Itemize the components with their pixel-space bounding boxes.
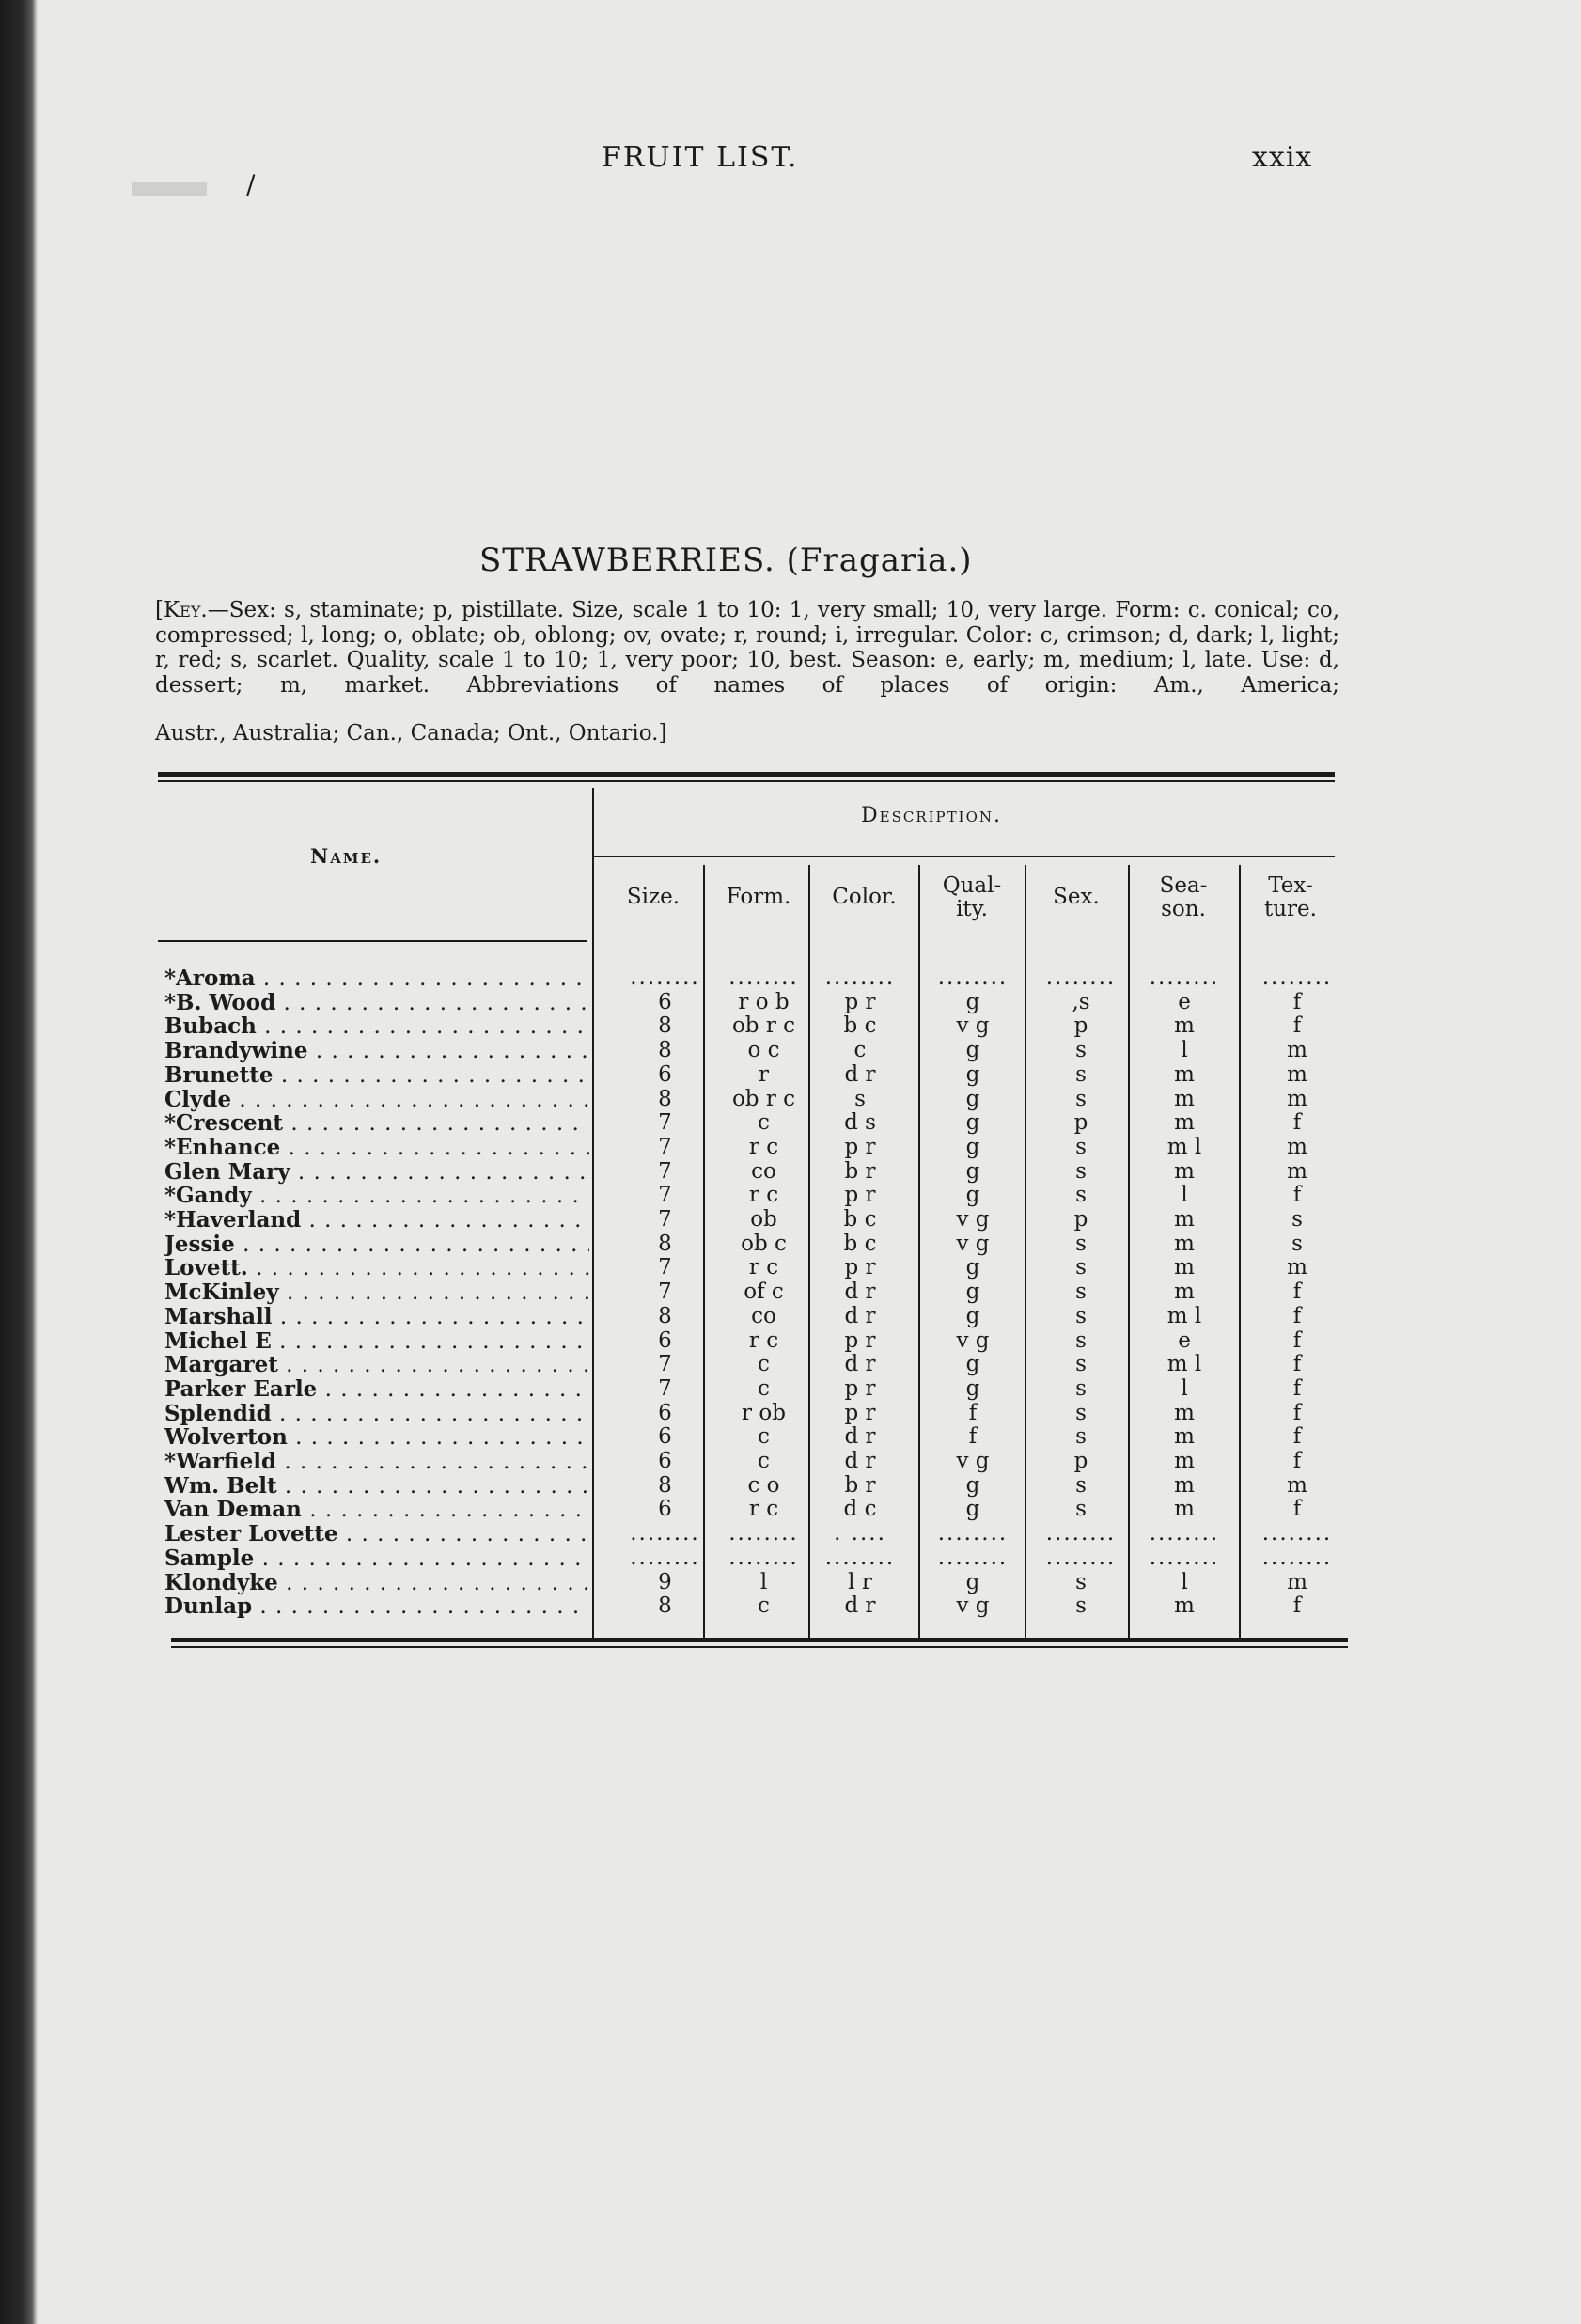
texture-cell: s — [1291, 1207, 1303, 1232]
table-top-rule — [158, 772, 1335, 777]
form-cell: ........ — [728, 1521, 799, 1547]
key-last-line: Austr., Australia; Can., Canada; Ont., Ontario.] — [155, 721, 667, 746]
table-row — [0, 1136, 1581, 1160]
season-cell: m — [1174, 1110, 1195, 1136]
color-cell: d r — [844, 1352, 876, 1377]
size-cell: 6 — [658, 1061, 672, 1087]
form-cell: of c — [744, 1280, 784, 1305]
form-cell: ........ — [728, 1545, 799, 1570]
sex-cell: ........ — [1045, 1521, 1117, 1547]
description-header: Description. — [861, 804, 1002, 827]
form-cell: c — [758, 1424, 770, 1450]
key-label: Key. — [163, 598, 208, 622]
sex-cell: p — [1073, 1207, 1088, 1232]
sex-cell: ........ — [1045, 1545, 1117, 1570]
size-cell: 8 — [658, 1303, 672, 1328]
variety-name: *Haverland . . . — [164, 1208, 589, 1233]
season-cell: m — [1174, 1472, 1195, 1498]
sex-cell: s — [1075, 1327, 1087, 1353]
form-cell: r c — [748, 1183, 779, 1208]
sex-cell: s — [1075, 1061, 1087, 1087]
table-row — [0, 1377, 1581, 1402]
form-cell: c — [758, 1352, 770, 1377]
texture-header: Tex- ture. — [1264, 873, 1317, 921]
season-cell: m — [1174, 1158, 1195, 1184]
sex-cell: s — [1075, 1472, 1087, 1498]
size-cell: 9 — [658, 1569, 672, 1594]
form-cell: c — [758, 1449, 770, 1473]
season-cell: ........ — [1149, 1545, 1220, 1570]
quality-cell: f — [968, 1424, 978, 1450]
size-header: Size. — [626, 885, 681, 909]
variety-name: Bubach . . . — [164, 1014, 589, 1039]
table-row — [0, 1160, 1581, 1185]
size-cell: 7 — [658, 1158, 672, 1184]
color-cell: d r — [844, 1449, 876, 1473]
sex-cell: p — [1073, 1110, 1088, 1136]
quality-cell: g — [965, 1134, 980, 1159]
color-cell: d s — [844, 1110, 876, 1136]
texture-cell: m — [1287, 1038, 1307, 1063]
size-cell: 7 — [658, 1375, 672, 1401]
quality-cell: g — [965, 1255, 980, 1280]
quality-cell: g — [965, 989, 980, 1014]
table-row — [0, 991, 1581, 1015]
texture-cell: ........ — [1261, 966, 1333, 990]
color-cell: d r — [844, 1303, 876, 1328]
color-cell: d r — [844, 1424, 876, 1450]
variety-name: *Enhance . . . — [164, 1136, 589, 1160]
size-cell: ........ — [630, 1521, 700, 1547]
season-cell: m l — [1166, 1303, 1202, 1328]
season-cell: l — [1181, 1375, 1188, 1401]
variety-name: Brandywine . . . — [164, 1039, 589, 1063]
form-cell: r c — [748, 1255, 779, 1280]
size-cell: 7 — [658, 1134, 672, 1159]
quality-cell: g — [965, 1569, 980, 1594]
sex-cell: s — [1075, 1303, 1087, 1328]
texture-cell: m — [1287, 1061, 1307, 1087]
texture-cell: f — [1292, 1280, 1302, 1305]
size-cell: 8 — [658, 1013, 672, 1039]
texture-cell: m — [1287, 1134, 1307, 1159]
season-cell: m — [1174, 1231, 1195, 1256]
color-cell: d r — [844, 1280, 876, 1305]
texture-cell: s — [1291, 1231, 1303, 1256]
variety-name: Jessie . . . — [164, 1233, 589, 1257]
quality-cell: g — [965, 1375, 980, 1401]
size-cell: 6 — [658, 1424, 672, 1450]
sex-cell: s — [1075, 1375, 1087, 1401]
quality-cell: v g — [956, 1449, 990, 1473]
sex-cell: s — [1075, 1134, 1087, 1159]
color-cell: p r — [844, 989, 876, 1014]
form-cell: ob r c — [731, 1013, 796, 1039]
season-cell: m — [1174, 1280, 1195, 1305]
quality-cell: g — [965, 1038, 980, 1063]
variety-name: Margaret . . . — [164, 1353, 589, 1377]
size-cell: ........ — [630, 966, 700, 990]
season-cell: m — [1174, 1449, 1195, 1473]
form-cell: c — [758, 1375, 770, 1401]
season-cell: m — [1174, 1061, 1195, 1087]
season-cell: l — [1181, 1183, 1188, 1208]
color-cell: b r — [844, 1472, 876, 1498]
variety-name: Van Deman . . . — [164, 1498, 589, 1522]
sex-cell: s — [1075, 1280, 1087, 1305]
variety-name: *B. Wood . . . — [164, 991, 589, 1015]
quality-cell: g — [965, 1158, 980, 1184]
texture-cell: ........ — [1261, 1545, 1333, 1570]
table-row — [0, 1014, 1581, 1039]
season-cell: m — [1174, 1013, 1195, 1039]
season-cell: m — [1174, 1255, 1195, 1280]
table-row — [0, 1088, 1581, 1112]
form-cell: ob c — [741, 1231, 787, 1256]
color-cell: ........ — [824, 1545, 896, 1570]
size-cell: 8 — [658, 1086, 672, 1111]
key-text: —Sex: s, staminate; p, pistillate. Size, scale 1 to 10: 1, very small; 10, very large. Form: c. conical; co, compressed; l, long; o, oblate; ob, oblong; ov, ovate; r, round; i, irregular. Color: c, crimson; d, dark; l, light; r, red; s, scarlet. Quality, scale 1 to 10; 1, very poor; 10, best. Season: e, early; m, medium; l, late. Use: d, dessert; m, market. Abbreviations of names of places of origin: Am., America; — [155, 598, 1339, 698]
texture-cell: f — [1292, 1594, 1302, 1619]
variety-name: Dunlap . . . — [164, 1594, 589, 1619]
texture-cell: f — [1292, 1449, 1302, 1473]
quality-cell: v g — [956, 1594, 990, 1619]
variety-name: *Aroma . . . — [164, 966, 589, 991]
quality-header: Qual- ity. — [942, 873, 1002, 921]
form-header: Form. — [726, 885, 791, 909]
variety-name: Clyde . . . — [164, 1088, 589, 1112]
color-cell: d c — [843, 1497, 877, 1522]
sex-cell: s — [1075, 1569, 1087, 1594]
sex-cell: p — [1073, 1013, 1088, 1039]
variety-name: Klondyke . . . — [164, 1571, 589, 1595]
form-cell: r c — [748, 1327, 779, 1353]
variety-name: *Crescent . . . — [164, 1111, 589, 1136]
color-cell: ........ — [824, 966, 896, 990]
table-row — [0, 1353, 1581, 1377]
size-cell: 7 — [658, 1110, 672, 1136]
form-cell: co — [751, 1303, 776, 1328]
season-cell: m — [1174, 1497, 1195, 1522]
season-cell: m l — [1166, 1134, 1202, 1159]
season-cell: ........ — [1149, 1521, 1220, 1547]
sex-cell: s — [1075, 1255, 1087, 1280]
season-cell: m l — [1166, 1352, 1202, 1377]
sex-cell: s — [1075, 1086, 1087, 1111]
sex-cell: s — [1075, 1038, 1087, 1063]
size-cell: 8 — [658, 1231, 672, 1256]
texture-cell: f — [1292, 1013, 1302, 1039]
size-cell: 6 — [658, 989, 672, 1014]
variety-name: *Warfield . . . — [164, 1450, 589, 1474]
variety-name: Parker Earle . . . — [164, 1377, 589, 1402]
variety-name: Sample . . . — [164, 1547, 589, 1571]
variety-name: *Gandy . . . — [164, 1184, 589, 1208]
table-row — [0, 1305, 1581, 1329]
texture-cell: ........ — [1261, 1521, 1333, 1547]
texture-cell: f — [1292, 1183, 1302, 1208]
page-mark: / — [246, 169, 256, 200]
quality-cell: g — [965, 1352, 980, 1377]
texture-cell: m — [1287, 1255, 1307, 1280]
size-cell: 6 — [658, 1449, 672, 1473]
texture-cell: m — [1287, 1086, 1307, 1111]
texture-cell: f — [1292, 1327, 1302, 1353]
quality-cell: g — [965, 1280, 980, 1305]
sex-cell: s — [1075, 1424, 1087, 1450]
sex-cell: s — [1075, 1183, 1087, 1208]
table-row — [0, 1233, 1581, 1257]
texture-cell: m — [1287, 1472, 1307, 1498]
table-row — [0, 966, 1581, 991]
size-cell: ........ — [630, 1545, 700, 1570]
color-cell: c — [853, 1038, 867, 1063]
season-cell: l — [1181, 1038, 1188, 1063]
table-row — [0, 1474, 1581, 1499]
form-cell: r o b — [738, 989, 790, 1014]
size-cell: 6 — [658, 1327, 672, 1353]
table-bottom-rule-thin — [171, 1646, 1348, 1648]
sex-cell: s — [1075, 1158, 1087, 1184]
variety-name: Wm. Belt . . . — [164, 1474, 589, 1499]
table-row — [0, 1547, 1581, 1571]
variety-name: Lester Lovette . . . — [164, 1522, 589, 1547]
color-cell: p r — [844, 1327, 876, 1353]
form-cell: ob r c — [731, 1086, 796, 1111]
color-cell: p r — [844, 1375, 876, 1401]
sex-cell: s — [1075, 1497, 1087, 1522]
table-row — [0, 1450, 1581, 1474]
variety-name: Brunette . . . — [164, 1063, 589, 1088]
form-cell: ........ — [728, 966, 799, 990]
table-row — [0, 1039, 1581, 1063]
form-cell: co — [751, 1158, 776, 1184]
page-blemish — [132, 182, 207, 196]
color-header: Color. — [832, 885, 897, 909]
key-paragraph — [155, 598, 1339, 698]
variety-name: Splendid . . . — [164, 1402, 589, 1426]
form-cell: o c — [747, 1038, 780, 1063]
name-header-rule — [158, 940, 587, 942]
quality-cell: g — [965, 1061, 980, 1087]
running-head: FRUIT LIST. — [602, 141, 799, 174]
section-title: STRAWBERRIES. (Fragaria.) — [479, 542, 973, 579]
color-cell: p r — [844, 1134, 876, 1159]
table-row — [0, 1063, 1581, 1088]
quality-cell: v g — [956, 1013, 990, 1039]
color-cell: s — [854, 1086, 866, 1111]
variety-name: McKinley . . . — [164, 1280, 589, 1305]
size-cell: 7 — [658, 1352, 672, 1377]
size-cell: 8 — [658, 1038, 672, 1063]
season-cell: m — [1174, 1594, 1195, 1619]
sex-cell: s — [1075, 1231, 1087, 1256]
texture-cell: f — [1292, 1303, 1302, 1328]
season-cell: e — [1178, 989, 1191, 1014]
table-row — [0, 1329, 1581, 1354]
variety-name: Marshall . . . — [164, 1305, 589, 1329]
quality-cell: ........ — [937, 1521, 1009, 1547]
texture-cell: f — [1292, 1352, 1302, 1377]
form-cell: c — [758, 1110, 770, 1136]
variety-name: Michel E . . . — [164, 1329, 589, 1354]
texture-cell: f — [1292, 1424, 1302, 1450]
color-cell: p r — [844, 1400, 876, 1425]
quality-cell: g — [965, 1472, 980, 1498]
texture-cell: f — [1292, 1497, 1302, 1522]
form-cell: r c — [748, 1134, 779, 1159]
color-cell: p r — [844, 1183, 876, 1208]
quality-cell: v g — [956, 1207, 990, 1232]
form-cell: r — [759, 1061, 769, 1087]
description-rule — [594, 856, 1335, 857]
key-open-bracket: [ — [155, 598, 164, 622]
variety-name: Lovett. . . . — [164, 1256, 589, 1280]
texture-cell: f — [1292, 1110, 1302, 1136]
table-row — [0, 1522, 1581, 1547]
form-cell: ob — [750, 1207, 777, 1232]
sex-cell: ........ — [1045, 966, 1117, 990]
quality-cell: ........ — [937, 966, 1009, 990]
color-cell: . .... — [834, 1521, 886, 1547]
sex-cell: ,s — [1072, 989, 1090, 1014]
season-cell: ........ — [1149, 966, 1220, 990]
form-cell: l — [759, 1569, 768, 1594]
quality-cell: v g — [956, 1327, 990, 1353]
texture-cell: f — [1292, 1375, 1302, 1401]
season-cell: e — [1178, 1327, 1191, 1353]
sex-cell: s — [1075, 1400, 1087, 1425]
table-row — [0, 1111, 1581, 1136]
table-top-rule-thin — [158, 780, 1335, 782]
texture-cell: m — [1287, 1569, 1307, 1594]
season-cell: m — [1174, 1086, 1195, 1111]
form-cell: r c — [748, 1497, 779, 1522]
size-cell: 7 — [658, 1280, 672, 1305]
color-cell: d r — [844, 1061, 876, 1087]
size-cell: 7 — [658, 1255, 672, 1280]
sex-cell: s — [1075, 1594, 1087, 1619]
table-row — [0, 1402, 1581, 1426]
sex-cell: p — [1073, 1449, 1088, 1473]
color-cell: b r — [844, 1158, 876, 1184]
color-cell: b c — [843, 1013, 877, 1039]
page-number: xxix — [1252, 141, 1313, 174]
quality-cell: ........ — [937, 1545, 1009, 1570]
quality-cell: f — [968, 1400, 978, 1425]
color-cell: b c — [843, 1207, 877, 1232]
table-row — [0, 1208, 1581, 1233]
color-cell: d r — [844, 1594, 876, 1619]
table-row — [0, 1594, 1581, 1619]
quality-cell: g — [965, 1110, 980, 1136]
quality-cell: v g — [956, 1231, 990, 1256]
size-cell: 8 — [658, 1594, 672, 1619]
size-cell: 7 — [658, 1207, 672, 1232]
form-cell: c o — [747, 1472, 780, 1498]
table-bottom-rule — [171, 1638, 1348, 1642]
texture-cell: m — [1287, 1158, 1307, 1184]
season-cell: m — [1174, 1424, 1195, 1450]
season-cell: m — [1174, 1400, 1195, 1425]
table-row — [0, 1425, 1581, 1450]
size-cell: 7 — [658, 1183, 672, 1208]
sex-header: Sex. — [1053, 885, 1100, 909]
variety-name: Glen Mary . . . — [164, 1160, 589, 1185]
quality-cell: g — [965, 1183, 980, 1208]
season-header: Sea- son. — [1159, 873, 1208, 921]
table-row — [0, 1256, 1581, 1280]
size-cell: 8 — [658, 1472, 672, 1498]
season-cell: m — [1174, 1207, 1195, 1232]
sex-cell: s — [1075, 1352, 1087, 1377]
texture-cell: f — [1292, 989, 1302, 1014]
quality-cell: g — [965, 1303, 980, 1328]
quality-cell: g — [965, 1086, 980, 1111]
quality-cell: g — [965, 1497, 980, 1522]
form-cell: r ob — [742, 1400, 786, 1425]
color-cell: p r — [844, 1255, 876, 1280]
table-row — [0, 1571, 1581, 1595]
table-row — [0, 1184, 1581, 1208]
name-column-header: Name. — [310, 844, 383, 868]
texture-cell: f — [1292, 1400, 1302, 1425]
form-cell: c — [758, 1594, 770, 1619]
table-row — [0, 1498, 1581, 1522]
size-cell: 6 — [658, 1400, 672, 1425]
variety-name: Wolverton . . . — [164, 1425, 589, 1450]
color-cell: l r — [848, 1569, 872, 1594]
size-cell: 6 — [658, 1497, 672, 1522]
table-row — [0, 1280, 1581, 1305]
color-cell: b c — [843, 1231, 877, 1256]
season-cell: l — [1181, 1569, 1188, 1594]
